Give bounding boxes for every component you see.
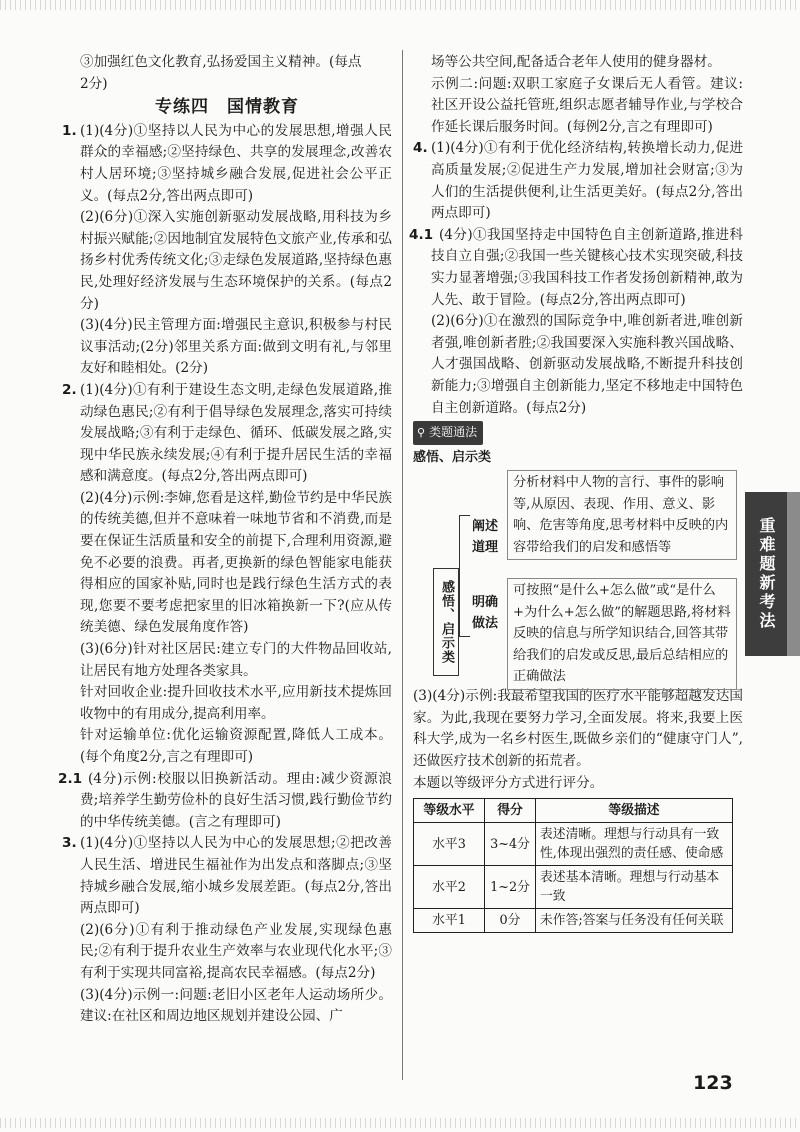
right-column [409, 52, 743, 933]
question-number: 3. [62, 835, 77, 852]
category-heading: 感悟、启示类 [413, 449, 492, 465]
side-tab-label: 重难题新考法 [745, 492, 787, 656]
diagram-branch-text: 可按照“是什么+怎么做”或“是什么+为什么+怎么做”的解题思路,将材料反映的信息与所学知识结合,回答其带给我们的启发或反思,最后总结相应的正确做法 [507, 578, 737, 690]
answer-paragraph: (3)(4分)示例一:问题:老旧小区老年人运动场所少。建议:在社区和周边地区规划并建设公园、广 [80, 986, 392, 1025]
question-number: 4.1 [409, 226, 434, 243]
table-cell: 未作答;答案与任务没有任何关联 [536, 909, 733, 933]
grading-table [413, 798, 733, 933]
answer-paragraph: (4分)示例:校服以旧换新活动。理由:减少资源浪费;培养学生勤劳俭朴的良好生活习惯,践行勤俭节约的中华传统美德。(言之有理即可) [80, 770, 392, 830]
question-number: 1. [62, 122, 77, 139]
diagram-branch-label: 明确做法 [471, 595, 498, 632]
section-title: 专练四 国情教育 [155, 97, 299, 118]
column-divider [402, 50, 403, 1080]
method-tag-bar [413, 421, 743, 445]
method-tag [413, 421, 483, 445]
answer-paragraph: (2)(6分)①深入实施创新驱动发展战略,用科技为乡村振兴赋能;②因地制宜发展特色文旅产业,传承和弘扬乡村优秀传统文化;③走绿色发展道路,坚持绿色惠民,处理好经济发展与生态环境保护的关系。(每点2分) [80, 209, 392, 312]
page-number: 123 [693, 1072, 733, 1094]
answer-paragraph: (1)(4分)①坚持以人民为中心的发展思想,增强人民群众的幸福感;②坚持绿色、共享的发展理念,改善农村人居环境;③坚持城乡融合发展,促进社会公平正义。(每点2分,答出两点即可) [80, 122, 392, 204]
answer-paragraph: 针对回收企业:提升回收技术水平,应用新技术提炼回收物中的有用成分,提高利用率。 [80, 684, 392, 722]
answer-paragraph: (2)(6分)①在激烈的国际竞争中,唯创新者进,唯创新者强,唯创新者胜;②我国要深入实施科教兴国战略、人才强国战略、创新驱动发展战略,不断提升科技创新能力;③增强自主创新能力,坚定不移地走中国特色自主创新道路。(每点2分) [431, 313, 743, 416]
answer-paragraph: (1)(4分)①坚持以人民为中心的发展思想;②把改善人民生活、增进民生福祉作为出发点和落脚点;③坚持城乡融合发展,缩小城乡发展差距。(每点2分,答出两点即可) [80, 835, 392, 917]
table-cell: 水平3 [414, 823, 485, 866]
table-row [414, 866, 733, 909]
answer-paragraph: (2)(6分)①有利于推动绿色产业发展,实现绿色惠民;②有利于提升农业生产效率与农业现代化水平;③有利于实现共同富裕,提高农民幸福感。(每点2分) [80, 921, 392, 981]
answer-paragraph: 示例二:问题:双职工家庭子女课后无人看管。建议:社区开设公益托管班,组织志愿者辅导作业,与学校合作延长课后服务时间。(每例2分,言之有理即可) [431, 75, 743, 135]
table-cell: 表述清晰。理想与行动具有一致性,体现出强烈的责任感、使命感 [536, 823, 733, 866]
question-1 [62, 121, 392, 380]
diagram-branch-text: 分析材料中人物的言行、事件的影响等,从原因、表现、作用、意义、影响、危害等角度,思考材料中反映的内容带给我们的启发和感悟等 [507, 470, 737, 560]
question-number: 2. [62, 381, 77, 398]
grading-note: 本题以等级评分方式进行评分。 [413, 774, 604, 791]
answer-paragraph: (3)(6分)针对社区居民:建立专门的大件物品回收站,让居民有地方处理各类家具。 [80, 641, 392, 679]
question-number: 4. [413, 140, 428, 157]
question-number: 2.1 [58, 770, 83, 787]
side-tab [745, 492, 800, 656]
question-4 [413, 138, 743, 224]
key-icon: ⚲ [417, 426, 426, 440]
table-row [414, 909, 733, 933]
table-cell: 3~4分 [485, 823, 536, 866]
table-cell: 水平1 [414, 909, 485, 933]
question-2-1 [58, 769, 392, 834]
question-2 [62, 380, 392, 769]
intro-line: ③加强红色文化教育,弘扬爱国主义精神。(每点 2分) [80, 54, 362, 92]
table-header-row [414, 799, 733, 823]
answer-paragraph: (1)(4分)①有利于建设生态文明,走绿色发展道路,推动绿色惠民;②有利于倡导绿色发展理念,落实可持续发展战略;③有利于走绿色、循环、低碳发展之路,实现中华民族永续发展;④有利于提升居民生活的幸福感和满意度。(每点2分,答出两点即可) [80, 381, 392, 485]
question-3 [62, 833, 392, 1027]
diagram-root: 感悟、启示类 [433, 568, 459, 676]
answer-paragraph: (3)(4分)民主管理方面:增强民主意识,积极参与村民议事活动;(2分)邻里关系方面:做到文明有礼,与邻里友好和睦相处。(2分) [80, 317, 392, 377]
table-cell: 1~2分 [485, 866, 536, 909]
table-cell: 表述基本清晰。理想与行动基本一致 [536, 866, 733, 909]
table-header: 等级水平 [414, 799, 485, 823]
table-cell: 0分 [485, 909, 536, 933]
left-column [58, 52, 392, 1028]
answer-paragraph: 针对运输单位:优化运输资源配置,降低人工成本。(每个角度2分,言之有理即可) [80, 727, 392, 765]
answer-paragraph: (1)(4分)①有利于优化经济结构,转换增长动力,促进高质量发展;②促进生产力发展,增加社会财富;③为人们的生活提供便利,让生活更美好。(每点2分,答出两点即可) [431, 140, 743, 222]
question-4-1 [409, 225, 743, 419]
diagram-branch-label: 阐述道理 [471, 519, 498, 556]
table-header: 等级描述 [536, 799, 733, 823]
table-header: 得分 [485, 799, 536, 823]
answer-paragraph: (3)(4分)示例:我最希望我国的医疗水平能够超越发达国家。为此,我现在要努力学习,全面发展。将来,我要上医科大学,成为一名乡村医生,既做乡亲们的“健康守门人”,还做医疗技术创新的拓荒者。 [413, 688, 743, 770]
answer-paragraph: (2)(4分)示例:李婶,您看是这样,勤俭节约是中华民族的传统美德,但并不意味着一味地节省和不消费,而是要在保证生活质量和安全的前提下,合理利用资源,避免不必要的浪费。再者,更换新的绿色智能家电能获得相应的国家补贴,同时也是践行绿色生活方式的表现,您要不要考虑把家里的旧冰箱换新一下?(应从传统美德、绿色发展角度作答) [80, 489, 392, 636]
answer-paragraph: (4分)①我国坚持走中国特色自主创新道路,推进科技自立自强;②我国一些关键核心技术实现突破,科技实力显著增强;③我国科技工作者发扬创新精神,敢为人先、敢于冒险。(每点2分,答出两点即可) [431, 226, 743, 308]
answer-paragraph: 场等公共空间,配备适合老年人使用的健身器材。 [431, 54, 721, 70]
table-cell: 水平2 [414, 866, 485, 909]
table-row [414, 823, 733, 866]
method-tag-label: 类题通法 [429, 425, 478, 440]
method-diagram [413, 470, 743, 685]
